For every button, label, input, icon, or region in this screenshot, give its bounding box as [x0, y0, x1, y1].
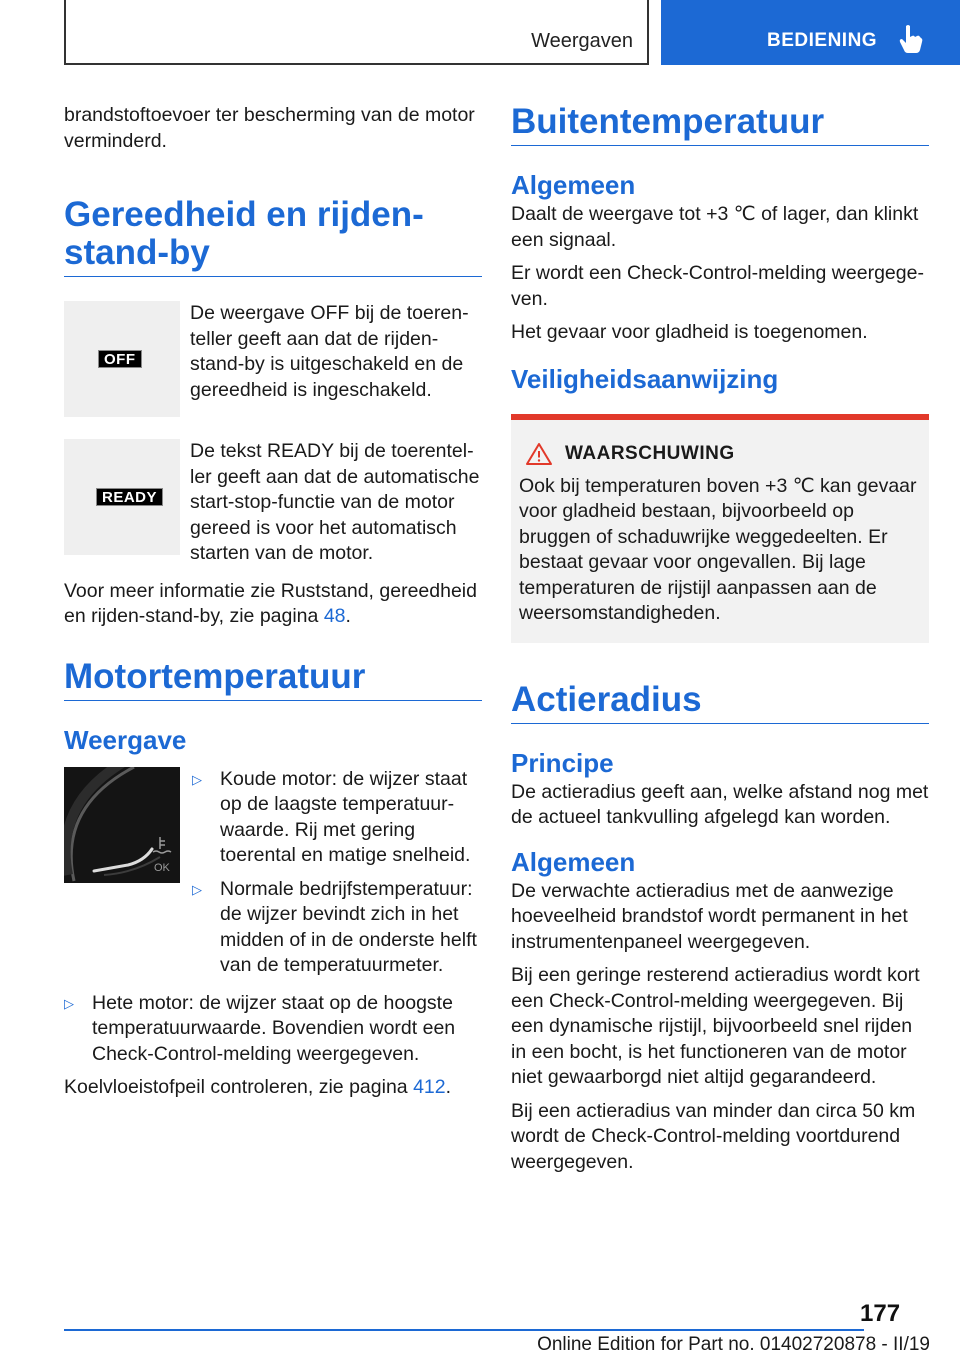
page-link-48[interactable]: 48	[323, 605, 346, 627]
heading-display: Weergave	[64, 724, 187, 755]
warning-box	[511, 414, 929, 643]
heading-general-2: Algemeen	[511, 846, 636, 877]
header-chapter-tab[interactable]	[661, 0, 960, 65]
heading-ready: Gereedheid en rijden-stand-by	[64, 196, 482, 277]
more-info-paragraph: Voor meer informatie zie Ruststand, gereedheid en rijden-stand-by, zie pagina 48.	[64, 579, 477, 627]
bullet-hot-engine	[64, 991, 482, 1068]
principle-text: De actieradius geeft aan, welke afstand nog met de actueel tankvulling afgelegd kan worden.	[511, 780, 929, 828]
coolant-text: Koelvloeistofpeil controleren, zie pagina	[64, 1076, 408, 1098]
page-link-412[interactable]: 412	[413, 1076, 446, 1098]
bullet-cold-text: Koude motor: de wijzer staat op de laagste temperatuurwaarde. Rij met gering toerental en matige snelheid.	[220, 767, 471, 866]
heading-range: Actieradius	[511, 681, 929, 724]
page-number: 177	[860, 1300, 901, 1327]
off-display-image	[64, 301, 180, 417]
outside-p1: Daalt de weergave tot +3 ℃ of lager, dan klinkt een signaal.	[511, 203, 919, 251]
bullet-triangle-icon: ▷	[192, 771, 202, 787]
bullet-normal-text: Normale bedrijfstemperatuur: de wijzer bevindt zich in het midden of in de onderste helft van de temperatuurmeter.	[220, 877, 477, 976]
temperature-gauge-image	[64, 767, 180, 883]
header-section-box	[64, 0, 649, 65]
footer-divider	[64, 1329, 864, 1331]
left-column	[64, 103, 482, 1109]
header-chapter-label: BEDIENING	[767, 30, 878, 51]
intro-paragraph: brandstoftoevoer ter bescherming van de motor verminderd.	[64, 104, 475, 152]
bullet-triangle-icon: ▷	[64, 995, 74, 1011]
engine-temp-bullets	[180, 767, 482, 987]
ready-text: De tekst READY bij de toerenteller geeft aan dat de automatische start-stop-functie van de motor gereed is voor het automatisch starten van de motor.	[190, 440, 480, 564]
right-column	[511, 103, 929, 1183]
gauge-graphic	[64, 767, 180, 883]
off-description	[180, 301, 482, 417]
ready-display-image	[64, 439, 180, 555]
bullet-hot-text: Hete motor: de wijzer staat op de hoogste temperatuurwaarde. Bovendien wordt een Check-Control-melding weergegeven.	[92, 991, 456, 1065]
pointing-hand-icon	[897, 24, 923, 54]
bullet-cold-engine	[192, 767, 482, 869]
heading-outside-temp: Buitentemperatuur	[511, 103, 929, 146]
more-info-text: Voor meer informatie zie Ruststand, gereedheid en rijden-stand-by, zie pagina	[64, 579, 477, 627]
warning-triangle-icon	[525, 442, 553, 466]
range-p1: De verwachte actieradius met de aanwezige hoeveelheid brandstof wordt permanent in het instrumentenpaneel weergegeven.	[511, 879, 908, 953]
ready-description	[180, 439, 482, 567]
engine-temp-row	[64, 767, 482, 987]
warning-title: WAARSCHUWING	[565, 442, 735, 464]
gauge-ok-label: OK	[154, 861, 170, 874]
heading-principle: Principe	[511, 747, 614, 778]
heading-general-1: Algemeen	[511, 170, 636, 200]
range-p3: Bij een actieradius van minder dan circa 50 km wordt de Check-Control-melding voortdurend weergegeven.	[511, 1099, 916, 1173]
outside-p3: Het gevaar voor gladheid is toegenomen.	[511, 321, 868, 343]
heading-engine-temp: Motortemperatuur	[64, 658, 482, 701]
off-text: De weergave OFF bij de toerenteller geeft aan dat de rijdenstand-by is uitgeschakeld en de gereedheid is ingeschakeld.	[190, 302, 469, 401]
footer-edition: Online Edition for Part no. 01402720878 - II/19	[537, 1334, 930, 1355]
warning-text: Ook bij temperaturen boven +3 ℃ kan gevaar voor gladheid bestaan, bijvoorbeeld op bruggen of schaduwrijke weggedeelten. Er bestaat gevaar voor ongevallen. Bij lage temperaturen de rijstijl aanpassen aan de weersomstandigheden.	[519, 474, 917, 624]
ready-badge: READY	[96, 488, 163, 506]
heading-safety: Veiligheidsaanwijzing	[511, 363, 779, 394]
header-section-label: Weergaven	[531, 30, 633, 52]
coolant-paragraph: Koelvloeistofpeil controleren, zie pagina 412.	[64, 1076, 452, 1098]
off-row	[64, 301, 482, 417]
warning-header	[519, 442, 921, 466]
bullet-triangle-icon: ▷	[192, 881, 202, 897]
off-badge: OFF	[98, 350, 142, 368]
ready-row	[64, 439, 482, 567]
bullet-normal-temp	[192, 877, 482, 979]
outside-p2: Er wordt een Check-Control-melding weergegeven.	[511, 262, 924, 310]
range-p2: Bij een geringe resterend actieradius wordt kort een Check-Control-melding weergegeven. Bij een dynamische rijstijl, bijvoorbeeld snel rijden in een bocht, is het functioneren van de motor niet gewaarborgd niet altijd gegarandeerd.	[511, 964, 920, 1088]
